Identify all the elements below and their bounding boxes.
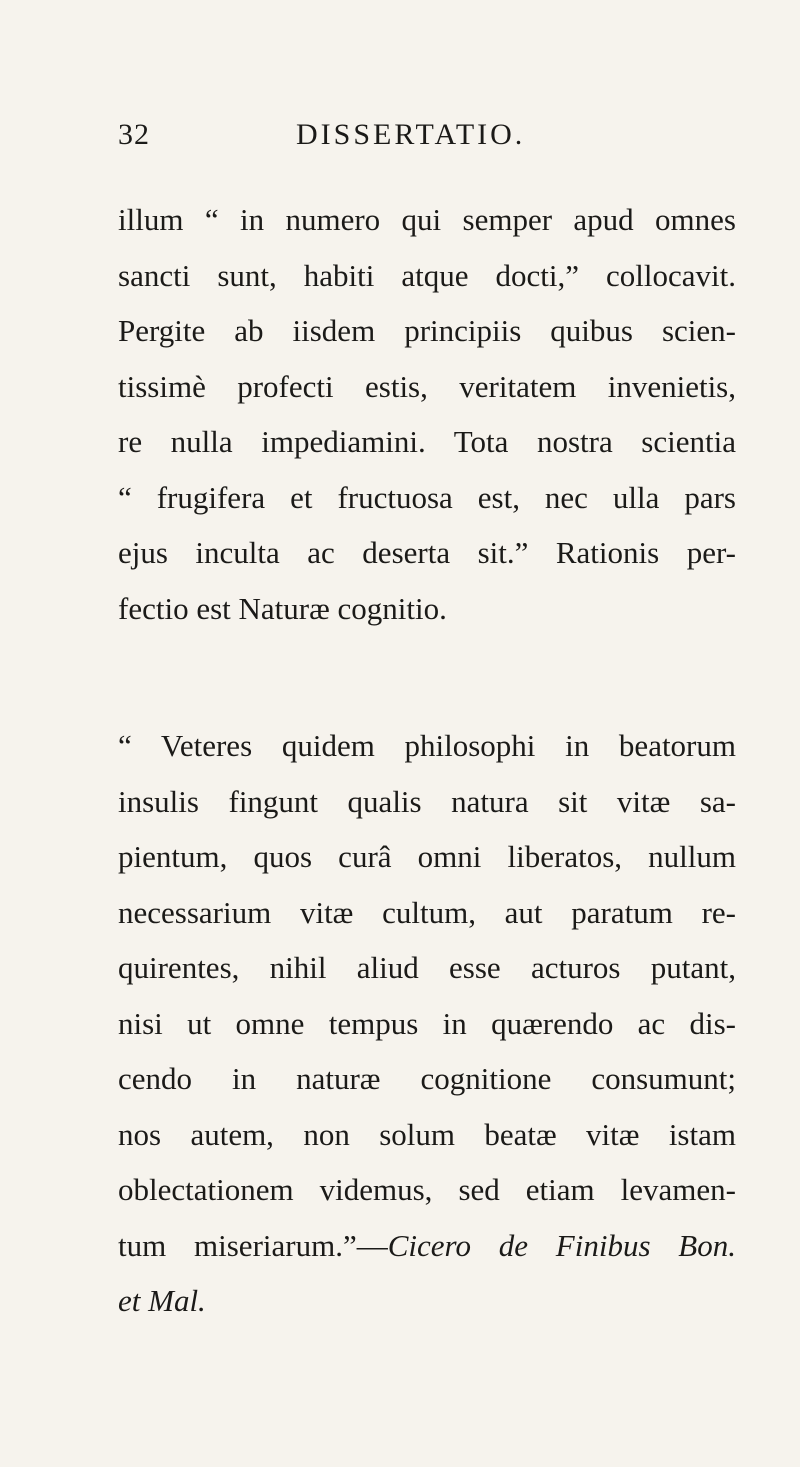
paragraph-gap bbox=[118, 636, 736, 718]
text-line: illum “ in numero qui semper apud omnes bbox=[118, 202, 736, 237]
text-line: re nulla impediamini. Tota nostra scientia bbox=[118, 424, 736, 459]
text-line: fectio est Naturæ cognitio. bbox=[118, 590, 447, 626]
citation: Cicero de Finibus Bon. bbox=[387, 1227, 736, 1263]
text-line: cendo in naturæ cognitione consumunt; bbox=[118, 1061, 736, 1096]
running-title: DISSERTATIO. bbox=[296, 118, 526, 151]
text-line: pientum, quos curâ omni liberatos, nullum bbox=[118, 839, 736, 874]
text-line: nisi ut omne tempus in quærendo ac dis- bbox=[118, 1005, 736, 1041]
text-line: “ Veteres quidem philosophi in beatorum bbox=[118, 728, 736, 763]
text-line: tissimè profecti estis, veritatem invenietis, bbox=[118, 368, 736, 404]
text-line: necessarium vitæ cultum, aut paratum re- bbox=[118, 894, 736, 930]
text-line: “ frugifera et fructuosa est, nec ulla pars bbox=[118, 479, 736, 515]
text-line: Pergite ab iisdem principiis quibus scien- bbox=[118, 313, 736, 348]
text-line: insulis fingunt qualis natura sit vitæ sa- bbox=[118, 783, 736, 819]
citation-continued: et Mal. bbox=[118, 1283, 206, 1318]
text-fragment: tum miseriarum.”— bbox=[118, 1227, 388, 1263]
paragraph-2 bbox=[118, 718, 736, 1329]
paragraph-1 bbox=[118, 192, 736, 636]
text-line: sancti sunt, habiti atque docti,” collocavit. bbox=[118, 257, 736, 293]
text-line: quirentes, nihil aliud esse acturos putant, bbox=[118, 950, 736, 985]
page-number: 32 bbox=[118, 118, 150, 151]
running-head bbox=[118, 118, 678, 158]
text-line-with-citation bbox=[118, 1218, 736, 1274]
body-text bbox=[118, 192, 736, 1329]
text-line: ejus inculta ac deserta sit.” Rationis per- bbox=[118, 535, 736, 570]
text-line: oblectationem videmus, sed etiam levamen- bbox=[118, 1172, 736, 1207]
text-line: nos autem, non solum beatæ vitæ istam bbox=[118, 1116, 736, 1152]
